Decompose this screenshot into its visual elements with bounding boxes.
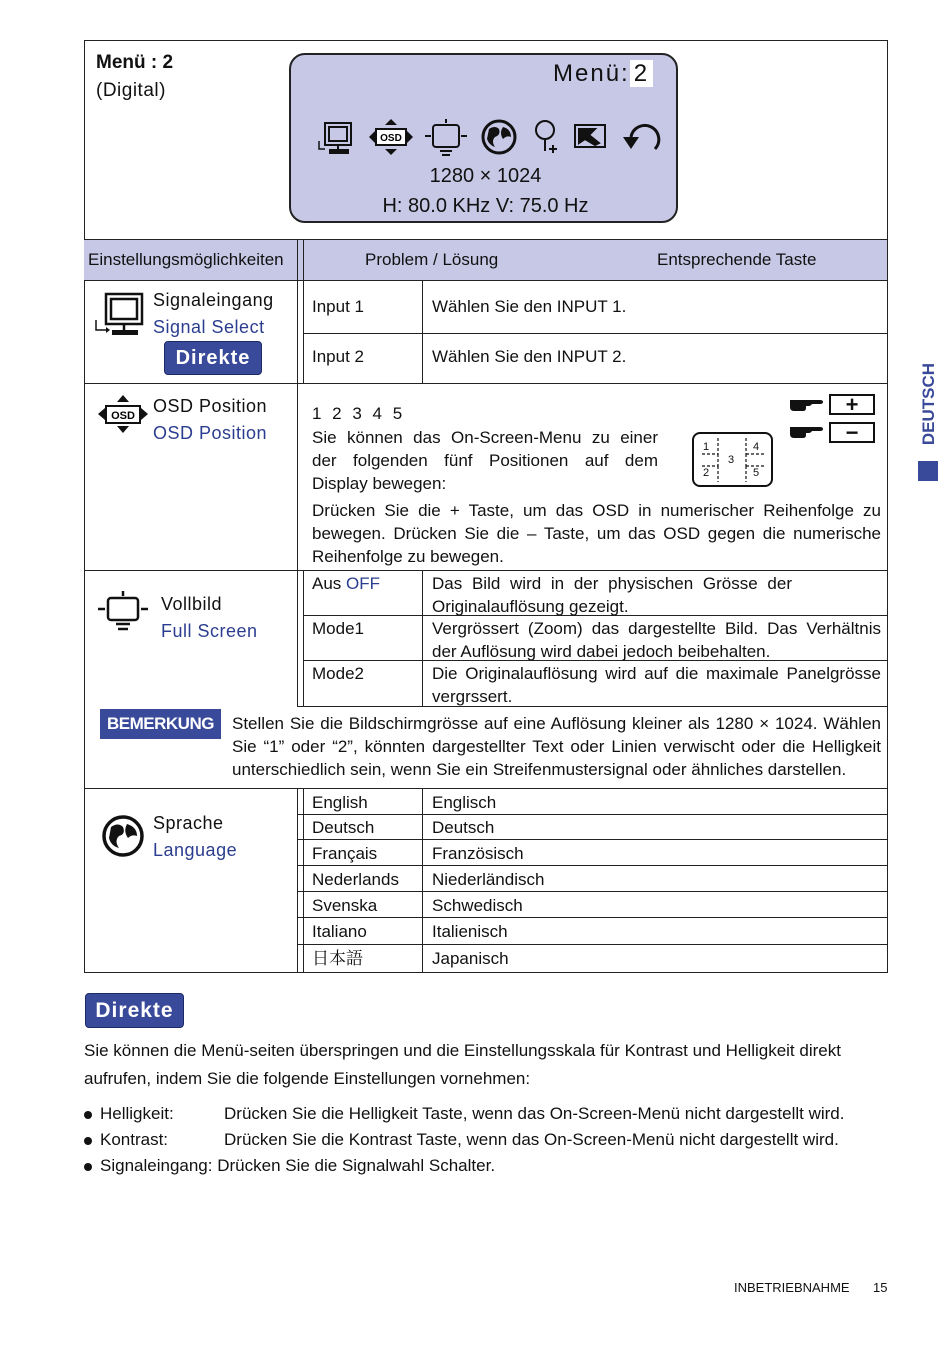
svg-text:OSD: OSD [111, 410, 135, 422]
frame-right [887, 40, 888, 973]
language-desc-japanese: Japanisch [432, 949, 509, 968]
divider [297, 240, 298, 280]
divider [297, 839, 887, 840]
language-label-en: Language [153, 840, 238, 860]
bullet-text: Drücken Sie die Helligkeit Taste, wenn das On-Screen-Menü nicht dargestellt wird. [224, 1104, 845, 1123]
pointing-hand-icon [788, 392, 824, 414]
minus-key: − [829, 422, 875, 443]
full-screen-desc-3: Die Originalauflösung wird auf die maximale Panelgrösse vergrssert. [432, 664, 881, 706]
osd-position-text1: Sie können das On-Screen-Menu zu einer der folgenden fünf Positionen auf dem Display bewegen: [312, 428, 658, 493]
divider [297, 814, 887, 815]
header-col1: Einstellungsmöglichkeiten [88, 250, 284, 269]
note-text: Stellen Sie die Bildschirmgrösse auf eine Auflösung kleiner als 1280 × 1024. Wählen Sie “1” oder “2”, könnten dargestellter Text oder Linien verwischt oder die Helligkeit unterschiedlich sein, wenn Sie ein Streifenmustersignal oder ähnliches darstellen. [232, 714, 881, 779]
signal-label-en: Signal Select [153, 317, 265, 337]
frame-top [84, 40, 888, 41]
direct-bullet-item [84, 1101, 844, 1127]
language-option-italiano: Italiano [312, 922, 367, 941]
full-screen-desc-1: Das Bild wird in der physischen Grösse der Originalauflösung gezeigt. [432, 574, 792, 616]
bullet-term: Helligkeit: [100, 1104, 174, 1123]
language-desc-francais: Französisch [432, 844, 524, 863]
signal-select-icon [92, 290, 148, 338]
full-screen-desc-2: Vergrössert (Zoom) das dargestellte Bild. Das Verhältnis der Auflösung wird dabei jedoch beibehalten. [432, 619, 881, 661]
reset-icon [623, 125, 659, 149]
signal-option-1: Input 1 [312, 297, 364, 316]
divider [84, 383, 888, 384]
divider [84, 788, 888, 789]
osd-title-number: 2 [630, 60, 653, 87]
osd-frequency: H: 80.0 KHz V: 75.0 Hz [382, 195, 589, 217]
full-screen-option-3: Mode2 [312, 664, 364, 683]
diagram-label-1: 1 [703, 441, 710, 453]
pointing-hand-icon [788, 419, 824, 441]
divider [84, 280, 888, 281]
sidebar-marker [918, 461, 938, 481]
divider [297, 280, 298, 706]
divider [84, 570, 888, 571]
diagram-label-2: 2 [703, 467, 710, 479]
language-option-francais: Français [312, 844, 378, 863]
osd-position-numbers: 1 2 3 4 5 [312, 404, 406, 423]
note-badge: BEMERKUNG [100, 709, 221, 739]
divider [303, 570, 304, 706]
bullet-term: Signaleingang: [100, 1156, 213, 1175]
language-label-de: Sprache [153, 813, 224, 833]
key-icon [536, 121, 557, 153]
osd-icon-row [315, 117, 665, 159]
menu-title: Menü : 2 [96, 52, 174, 73]
footer-section: INBETRIEBNAHME [734, 1280, 850, 1295]
menu-subtitle: (Digital) [96, 80, 166, 101]
divider [297, 944, 887, 945]
language-desc-svenska: Schwedisch [432, 896, 523, 915]
language-sidebar-tab [918, 357, 938, 451]
direct-badge: Direkte [85, 993, 184, 1028]
plus-key: + [829, 394, 875, 415]
header-col3: Entsprechende Taste [657, 250, 817, 269]
osd-title: Menü [553, 60, 622, 87]
bullet-term: Kontrast: [100, 1130, 169, 1149]
direct-icon [575, 125, 605, 147]
language-desc-italiano: Italienisch [432, 922, 508, 941]
language-icon [100, 813, 146, 859]
language-option-english: English [312, 793, 368, 812]
bullet-text: Drücken Sie die Kontrast Taste, wenn das On-Screen-Menü nicht dargestellt wird. [224, 1130, 839, 1149]
osd-screen: Menü: 2 OSD 1280 × 1024 H: 80.0 KHz V: 75.0 Hz [289, 53, 678, 223]
signal-desc-2: Wählen Sie den INPUT 2. [432, 347, 627, 366]
language-option-japanese: 日本語 [312, 949, 363, 968]
osd-position-text2: Drücken Sie die + Taste, um das OSD in numerischer Reihenfolge zu bewegen. Drücken Sie die – Taste, um das OSD gegen die numerische Reihenfolge zu bewegen. [312, 501, 881, 566]
diagram-label-4: 4 [753, 441, 760, 453]
footer-page-number: 15 [873, 1280, 888, 1295]
full-screen-icon [96, 590, 150, 632]
osd-position-icon [96, 393, 150, 435]
svg-text:OSD: OSD [380, 133, 402, 144]
divider [297, 917, 887, 918]
divider [84, 239, 888, 240]
signal-label-de: Signaleingang [153, 290, 274, 310]
full-screen-option-2: Mode1 [312, 619, 364, 638]
osd-label-en: OSD Position [153, 423, 268, 443]
diagram-label-3: 3 [728, 454, 735, 466]
language-icon [483, 121, 515, 153]
full-screen-label-de: Vollbild [161, 594, 223, 614]
full-screen-icon [425, 119, 467, 155]
direct-bullet-list [84, 1101, 844, 1179]
divider [422, 570, 423, 706]
divider [303, 280, 304, 383]
divider [422, 280, 423, 383]
bullet-text: Drücken Sie die Signalwahl Schalter. [217, 1156, 496, 1175]
signal-desc-1: Wählen Sie den INPUT 1. [432, 297, 627, 316]
frame-bottom [84, 972, 888, 973]
language-desc-english: Englisch [432, 793, 497, 812]
osd-label-de: OSD Position [153, 396, 268, 416]
language-option-nederlands: Nederlands [312, 870, 399, 889]
divider [303, 333, 887, 334]
language-option-svenska: Svenska [312, 896, 378, 915]
language-desc-nederlands: Niederländisch [432, 870, 545, 889]
signal-direct-badge: Direkte [164, 341, 262, 375]
divider [303, 240, 304, 280]
direct-intro: Sie können die Menü-seiten überspringen und die Einstellungsskala für Kontrast und Helligkeit direkt aufrufen, indem Sie die folgende Einstellungen vornehmen: [84, 1041, 841, 1088]
frame-left [84, 40, 85, 973]
input-icon [319, 123, 351, 153]
full-screen-option-1: Aus OFF [312, 574, 381, 593]
signal-option-2: Input 2 [312, 347, 364, 366]
header-col2: Problem / Lösung [365, 250, 499, 269]
direct-bullet-item [84, 1153, 844, 1179]
osd-position-icon [369, 119, 413, 155]
osd-resolution: 1280 × 1024 [429, 165, 542, 187]
direct-bullet-item [84, 1127, 844, 1153]
language-option-deutsch: Deutsch [312, 818, 375, 837]
divider [297, 891, 887, 892]
diagram-label-5: 5 [753, 467, 760, 479]
divider [297, 865, 887, 866]
language-desc-deutsch: Deutsch [432, 818, 495, 837]
sidebar-label: DEUTSCH [919, 362, 938, 446]
full-screen-label-en: Full Screen [161, 621, 258, 641]
